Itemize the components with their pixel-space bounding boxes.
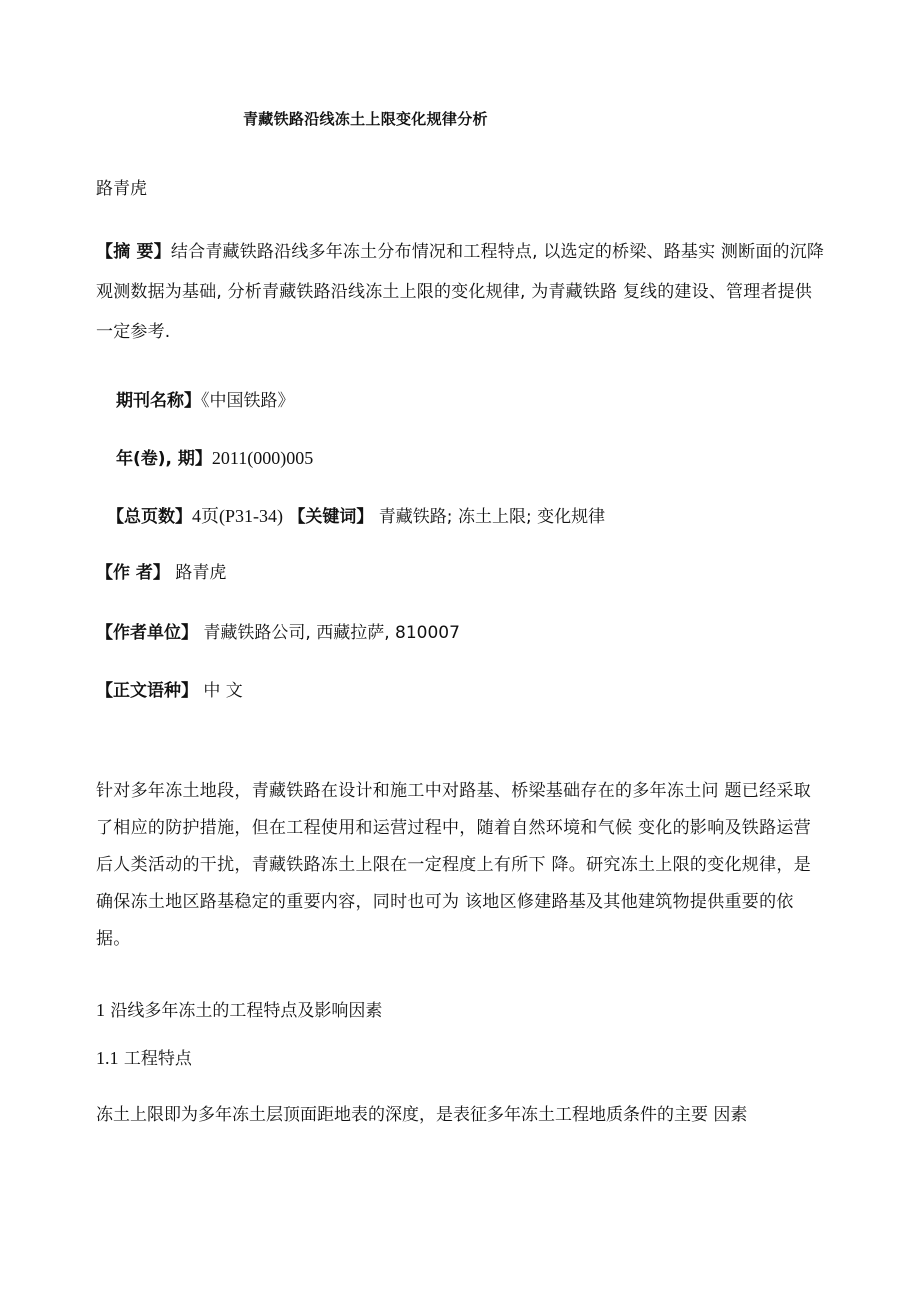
keywords-label: 【关键词】 bbox=[288, 507, 374, 527]
author-value: 路青虎 bbox=[169, 563, 227, 583]
affiliation-label: 【作者单位】 bbox=[96, 623, 198, 643]
article-title: 青藏铁路沿线冻土上限变化规律分析 bbox=[243, 110, 488, 128]
abstract-text: 结合青藏铁路沿线多年冻土分布情况和工程特点, 以选定的桥梁、路基实 测断面的沉降观测数据为基础, 分析青藏铁路沿线冻土上限的变化规律, 为青藏铁路 复线的建设、管理者提供一定参考. bbox=[96, 242, 825, 342]
section-heading-1 bbox=[96, 996, 382, 1021]
journal-row bbox=[116, 386, 295, 411]
issue-label: 年(卷), 期】 bbox=[116, 449, 212, 469]
pages-keywords-row bbox=[107, 502, 605, 528]
author-label: 【作 者】 bbox=[96, 563, 170, 583]
language-row bbox=[96, 676, 243, 701]
author-name: 路青虎 bbox=[96, 179, 147, 199]
issue-row bbox=[116, 444, 313, 469]
body-paragraph-2: 冻土上限即为多年冻土层顶面距地表的深度，是表征多年冻土工程地质条件的主要 因素 bbox=[96, 1105, 748, 1125]
issue-value: 2011(000)005 bbox=[211, 448, 314, 468]
language-value: 中 文 bbox=[198, 681, 243, 701]
section-1-1-title: 工程特点 bbox=[118, 1049, 192, 1069]
pages-label: 【总页数】 bbox=[107, 507, 192, 527]
journal-label: 期刊名称】 bbox=[116, 391, 201, 411]
language-label: 【正文语种】 bbox=[96, 681, 198, 701]
affiliation-value: 青藏铁路公司, 西藏拉萨, 810007 bbox=[198, 623, 460, 643]
section-1-number: 1 bbox=[96, 1000, 105, 1020]
abstract bbox=[96, 232, 826, 352]
pages-value: 4页(P31-34) bbox=[192, 506, 283, 526]
keywords-value: 青藏铁路; 冻土上限; 变化规律 bbox=[373, 507, 606, 527]
body-paragraph: 针对多年冻土地段，青藏铁路在设计和施工中对路基、桥梁基础存在的多年冻土问 题已经采取了相应的防护措施，但在工程使用和运营过程中，随着自然环境和气候 变化的影响及铁路运营后人类活动的干扰，青藏铁路冻土上限在一定程度上有所下 降。研究冻土上限的变化规律，是确保冻土地区路基稳定的重要内容，同时也可为 该地区修建路基及其他建筑物提供重要的依据。 bbox=[96, 781, 812, 949]
affiliation-row bbox=[96, 618, 460, 643]
section-1-1-number: 1.1 bbox=[96, 1048, 119, 1068]
abstract-label: 【摘 要】 bbox=[96, 242, 171, 262]
journal-value: 《中国铁路》 bbox=[201, 391, 295, 411]
author-row bbox=[96, 558, 226, 583]
section-1-title: 沿线多年冻土的工程特点及影响因素 bbox=[105, 1001, 383, 1021]
section-heading-1-1 bbox=[96, 1044, 192, 1069]
